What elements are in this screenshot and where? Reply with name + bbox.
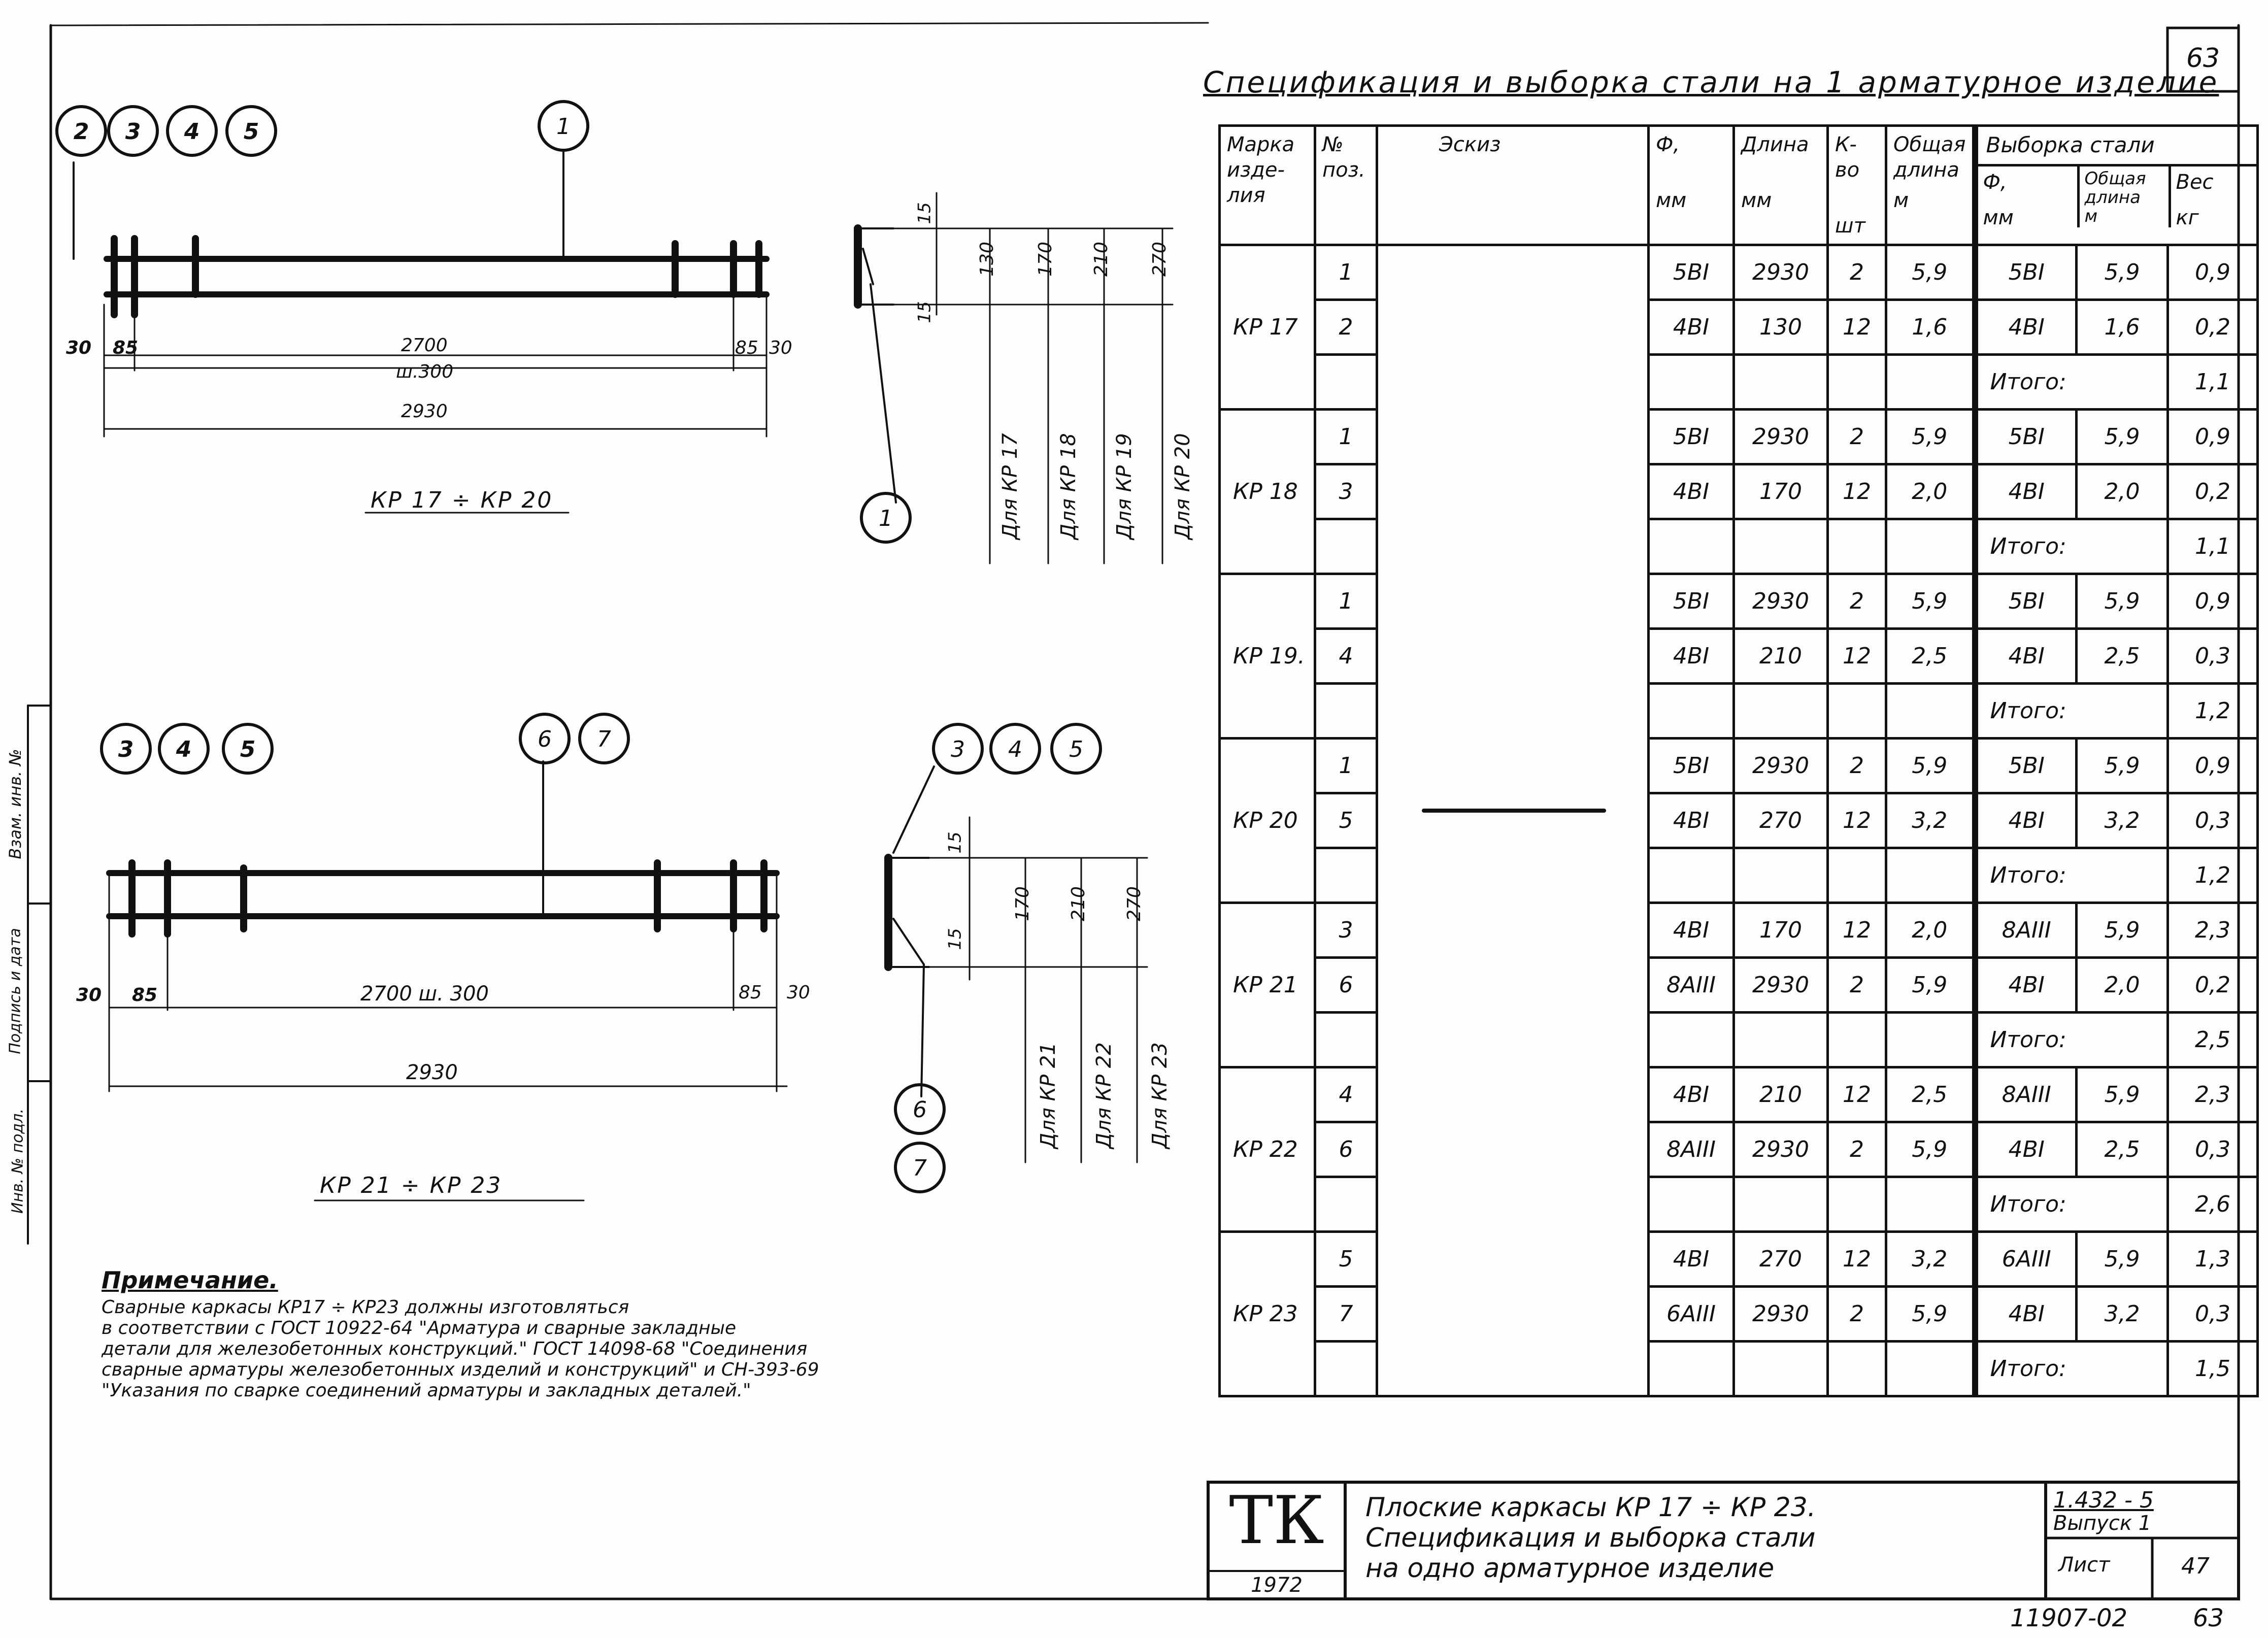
sel-total-cell: 1,6 (2077, 300, 2168, 355)
total-cell: 5,9 (1886, 1287, 1975, 1342)
qty-cell (1828, 355, 1886, 410)
diam-cell: 4ВI (1649, 1232, 1734, 1287)
bubble-label: 4 (176, 737, 192, 762)
qty-cell (1828, 848, 1886, 903)
dim-2930: 2930 (406, 1061, 458, 1084)
pos-cell: 6 (1315, 958, 1377, 1013)
height-210: 210 (1090, 242, 1112, 277)
sel-total-cell: 5,9 (2077, 410, 2168, 464)
pos-cell: 3 (1315, 464, 1377, 519)
caption-top: КР 17 ÷ КР 20 (371, 487, 553, 513)
pos-cell: 3 (1315, 903, 1377, 958)
bubble-label: 4 (1008, 737, 1022, 762)
bubble-label: 5 (240, 737, 256, 762)
weight-cell: 0,9 (2168, 739, 2258, 793)
side-stamp-field: Взам. инв. № (6, 749, 25, 859)
table-row (1220, 464, 2258, 519)
diam-cell: 6АIII (1649, 1287, 1734, 1342)
length-cell: 2930 (1734, 574, 1828, 629)
diam-cell: 8АIII (1649, 1122, 1734, 1177)
height-210: 210 (1068, 886, 1089, 921)
diam-cell (1649, 519, 1734, 574)
table-row (1220, 245, 2258, 300)
total-cell (1886, 355, 1975, 410)
caption-bottom: КР 21 ÷ КР 23 (320, 1173, 503, 1198)
pos-cell: 1 (1315, 245, 1377, 300)
length-cell (1734, 519, 1828, 574)
qty-cell: 12 (1828, 903, 1886, 958)
diam-cell: 4ВI (1649, 793, 1734, 848)
mark-cell: КР 22 (1220, 1067, 1315, 1232)
sel-total-cell: 2,5 (2077, 1122, 2168, 1177)
total-cell: 5,9 (1886, 410, 1975, 464)
itogo-label: Итого: (1975, 1177, 2168, 1232)
sheet-number: 63 (2186, 43, 2220, 74)
pos-cell (1315, 1342, 1377, 1396)
dim-15: 15 (945, 831, 965, 854)
sel-diam-cell: 8АIII (1975, 1067, 2077, 1122)
diam-cell (1649, 1013, 1734, 1067)
sel-diam-cell: 4ВI (1975, 300, 2077, 355)
qty-cell: 12 (1828, 300, 1886, 355)
pos-cell (1315, 848, 1377, 903)
weight-cell: 0,9 (2168, 245, 2258, 300)
sel-total-cell: 2,0 (2077, 958, 2168, 1013)
sel-total-cell: 3,2 (2077, 1287, 2168, 1342)
total-cell: 3,2 (1886, 1232, 1975, 1287)
sel-diam-cell: 4ВI (1975, 629, 2077, 684)
sel-diam-cell: 4ВI (1975, 793, 2077, 848)
sel-diam-cell: 4ВI (1975, 1287, 2077, 1342)
sel-total-cell: 2,0 (2077, 464, 2168, 519)
total-cell: 5,9 (1886, 739, 1975, 793)
pos-cell (1315, 684, 1377, 739)
sel-diam-cell: 5ВI (1975, 410, 2077, 464)
itogo-label: Итого: (1975, 1342, 2168, 1396)
weight-cell: 0,9 (2168, 574, 2258, 629)
sel-total-cell: 5,9 (2077, 1067, 2168, 1122)
pos-cell: 2 (1315, 300, 1377, 355)
bubble-label: 7 (913, 1155, 927, 1181)
year: 1972 (1251, 1574, 1303, 1597)
bubble-label: 3 (951, 737, 965, 762)
qty-cell: 12 (1828, 1232, 1886, 1287)
weight-cell: 0,2 (2168, 300, 2258, 355)
dim-30-right: 30 (769, 338, 792, 358)
bubble-label: 4 (184, 119, 200, 145)
total-cell: 2,0 (1886, 464, 1975, 519)
sel-total-cell: 3,2 (2077, 793, 2168, 848)
diam-cell: 5ВI (1649, 245, 1734, 300)
table-row-total (1220, 519, 2258, 574)
qty-cell: 12 (1828, 793, 1886, 848)
diam-cell: 5ВI (1649, 739, 1734, 793)
length-cell: 2930 (1734, 1122, 1828, 1177)
bubble-label: 1 (879, 506, 893, 531)
header-selection: Выборка стали Ф, мм Общая длина м Вес кг (1975, 126, 2258, 245)
issue: Выпуск 1 (2053, 1512, 2152, 1535)
qty-cell (1828, 1013, 1886, 1067)
for-label: Для КР 23 (1148, 1042, 1172, 1149)
diam-cell (1649, 355, 1734, 410)
header-mark: Марка изде- лия (1220, 126, 1315, 245)
table-row-total (1220, 1342, 2258, 1396)
table-row (1220, 1232, 2258, 1287)
length-cell: 2930 (1734, 739, 1828, 793)
itogo-weight: 1,1 (2168, 519, 2258, 574)
bubble-label: 1 (556, 114, 571, 140)
total-cell (1886, 1342, 1975, 1396)
dim-2700: 2700 ш. 300 (360, 982, 489, 1006)
diam-cell: 8АIII (1649, 958, 1734, 1013)
itogo-label: Итого: (1975, 355, 2168, 410)
bubble-label: 5 (243, 119, 259, 145)
for-label: Для КР 17 (998, 433, 1022, 540)
length-cell: 2930 (1734, 245, 1828, 300)
length-cell: 2930 (1734, 958, 1828, 1013)
table-row-total (1220, 1177, 2258, 1232)
qty-cell: 2 (1828, 245, 1886, 300)
dim-85: 85 (113, 338, 139, 358)
length-cell: 130 (1734, 300, 1828, 355)
spec-title: Спецификация и выборка стали на 1 арматурное изделие (1203, 65, 2219, 99)
bubble-label: 3 (125, 119, 141, 145)
qty-cell: 12 (1828, 629, 1886, 684)
qty-cell (1828, 519, 1886, 574)
sel-diam-cell: 4ВI (1975, 958, 2077, 1013)
header-pos: № поз. (1315, 126, 1377, 245)
total-cell: 2,5 (1886, 629, 1975, 684)
qty-cell: 2 (1828, 958, 1886, 1013)
total-cell: 5,9 (1886, 574, 1975, 629)
height-270: 270 (1149, 242, 1170, 277)
qty-cell: 2 (1828, 1287, 1886, 1342)
mark-cell: КР 23 (1220, 1232, 1315, 1396)
title-text: Плоские каркасы КР 17 ÷ КР 23. Спецификация и выборка стали на одно арматурное изделие (1365, 1492, 1816, 1584)
mark-cell: КР 18 (1220, 410, 1315, 574)
for-label: Для КР 20 (1171, 433, 1194, 540)
height-170: 170 (1012, 886, 1033, 921)
sel-diam-cell: 6АIII (1975, 1232, 2077, 1287)
qty-cell (1828, 684, 1886, 739)
total-cell (1886, 1177, 1975, 1232)
dim-15: 15 (945, 928, 965, 950)
qty-cell: 2 (1828, 1122, 1886, 1177)
diam-cell: 4ВI (1649, 903, 1734, 958)
table-header-row (1220, 126, 2258, 245)
dim-15: 15 (914, 202, 935, 224)
dim-85: 85 (132, 985, 158, 1006)
note-line: детали для железобетонных конструкций." ГОСТ 14098-68 "Соединения (102, 1339, 808, 1359)
itogo-weight: 1,1 (2168, 355, 2258, 410)
mark-cell: КР 17 (1220, 245, 1315, 410)
qty-cell: 2 (1828, 410, 1886, 464)
bubble-label: 5 (1069, 737, 1083, 762)
weight-cell: 0,9 (2168, 410, 2258, 464)
table-row (1220, 958, 2258, 1013)
bubble-label: 6 (913, 1097, 927, 1123)
diam-cell: 5ВI (1649, 574, 1734, 629)
weight-cell: 0,3 (2168, 629, 2258, 684)
itogo-weight: 1,5 (2168, 1342, 2258, 1396)
for-label: Для КР 22 (1092, 1042, 1116, 1149)
diam-cell (1649, 1342, 1734, 1396)
pos-cell (1315, 519, 1377, 574)
total-cell: 5,9 (1886, 958, 1975, 1013)
sel-diam-cell: 5ВI (1975, 574, 2077, 629)
length-cell (1734, 684, 1828, 739)
header-total: Общая длина м (1886, 126, 1975, 245)
itogo-weight: 2,5 (2168, 1013, 2258, 1067)
footer-page: 63 (2193, 1604, 2224, 1632)
qty-cell: 12 (1828, 1067, 1886, 1122)
dim-30: 30 (66, 338, 92, 358)
qty-cell: 12 (1828, 464, 1886, 519)
dim-15: 15 (914, 301, 935, 323)
bubble-label: 7 (597, 726, 611, 752)
total-cell (1886, 1013, 1975, 1067)
note-line: в соответствии с ГОСТ 10922-64 "Арматура и сварные закладные (102, 1318, 737, 1339)
sel-diam-cell: 4ВI (1975, 464, 2077, 519)
weight-cell: 0,3 (2168, 793, 2258, 848)
bubble-label: 2 (73, 119, 89, 145)
length-cell (1734, 1177, 1828, 1232)
table-row (1220, 903, 2258, 958)
table-row (1220, 739, 2258, 793)
qty-cell (1828, 1177, 1886, 1232)
table-row (1220, 1067, 2258, 1122)
itogo-weight: 1,2 (2168, 848, 2258, 903)
total-cell: 2,0 (1886, 903, 1975, 958)
diam-cell: 4ВI (1649, 300, 1734, 355)
note-line: "Указания по сварке соединений арматуры и закладных деталей." (102, 1380, 751, 1401)
mark-cell: КР 21 (1220, 903, 1315, 1067)
weight-cell: 0,3 (2168, 1287, 2258, 1342)
length-cell (1734, 355, 1828, 410)
length-cell (1734, 848, 1828, 903)
note-line: сварные арматуры железобетонных изделий и конструкций" и СН-393-69 (102, 1359, 819, 1380)
footer-code: 11907-02 (2010, 1604, 2128, 1632)
dim-2930: 2930 (401, 401, 448, 422)
sel-total-cell: 2,5 (2077, 629, 2168, 684)
sel-total-cell: 5,9 (2077, 1232, 2168, 1287)
sheet-no: 47 (2181, 1553, 2210, 1579)
diam-cell (1649, 684, 1734, 739)
itogo-weight: 1,2 (2168, 684, 2258, 739)
note-heading: Примечание. (102, 1266, 278, 1294)
pos-cell (1315, 355, 1377, 410)
pos-cell: 5 (1315, 1232, 1377, 1287)
pos-cell: 1 (1315, 574, 1377, 629)
height-170: 170 (1035, 242, 1056, 277)
for-label: Для КР 21 (1037, 1042, 1060, 1149)
length-cell: 210 (1734, 1067, 1828, 1122)
dim-85-right: 85 (735, 338, 758, 358)
length-cell: 170 (1734, 464, 1828, 519)
spec-table (1218, 124, 2259, 1397)
total-cell: 5,9 (1886, 1122, 1975, 1177)
table-row (1220, 629, 2258, 684)
dim-30-right: 30 (787, 982, 810, 1003)
header-sketch: Эскиз (1377, 126, 1649, 245)
table-row (1220, 574, 2258, 629)
logo: ТК (1229, 1482, 1324, 1559)
side-stamp-field: Подпись и дата (6, 928, 24, 1054)
weight-cell: 1,3 (2168, 1232, 2258, 1287)
series: 1.432 - 5 (2053, 1487, 2154, 1513)
diam-cell: 4ВI (1649, 629, 1734, 684)
bubble-label: 3 (118, 737, 134, 762)
dim-30: 30 (76, 985, 102, 1006)
dim-step: ш.300 (396, 361, 454, 382)
header-qty: К-во шт (1828, 126, 1886, 245)
sel-total-cell: 5,9 (2077, 739, 2168, 793)
table-row-total (1220, 684, 2258, 739)
sel-total-cell: 5,9 (2077, 245, 2168, 300)
total-cell: 5,9 (1886, 245, 1975, 300)
length-cell (1734, 1013, 1828, 1067)
for-label: Для КР 18 (1057, 433, 1080, 540)
mark-cell: КР 19. (1220, 574, 1315, 739)
diam-cell (1649, 848, 1734, 903)
table-row (1220, 1287, 2258, 1342)
total-cell: 3,2 (1886, 793, 1975, 848)
height-130: 130 (976, 242, 997, 277)
length-cell: 2930 (1734, 1287, 1828, 1342)
qty-cell (1828, 1342, 1886, 1396)
side-stamp-field: Инв. № подл. (9, 1109, 27, 1214)
total-cell: 2,5 (1886, 1067, 1975, 1122)
sketch-cell (1377, 245, 1649, 1396)
sheet-label: Лист (2058, 1553, 2110, 1577)
table-row-total (1220, 848, 2258, 903)
table-row (1220, 1122, 2258, 1177)
note-line: Сварные каркасы КР17 ÷ КР23 должны изготовляться (102, 1297, 629, 1318)
total-cell (1886, 684, 1975, 739)
header-length: Длина мм (1734, 126, 1828, 245)
weight-cell: 2,3 (2168, 903, 2258, 958)
pos-cell (1315, 1177, 1377, 1232)
table-row-total (1220, 1013, 2258, 1067)
itogo-label: Итого: (1975, 684, 2168, 739)
itogo-label: Итого: (1975, 1013, 2168, 1067)
bubble-label: 6 (538, 726, 552, 752)
header-diam: Ф, мм (1649, 126, 1734, 245)
table-row (1220, 410, 2258, 464)
weight-cell: 0,2 (2168, 958, 2258, 1013)
diam-cell: 4ВI (1649, 1067, 1734, 1122)
note-block (102, 1266, 819, 1401)
weight-cell: 0,3 (2168, 1122, 2258, 1177)
length-cell: 210 (1734, 629, 1828, 684)
pos-cell: 4 (1315, 1067, 1377, 1122)
length-cell: 2930 (1734, 410, 1828, 464)
diam-cell: 5ВI (1649, 410, 1734, 464)
qty-cell: 2 (1828, 574, 1886, 629)
table-row (1220, 793, 2258, 848)
diam-cell: 4ВI (1649, 464, 1734, 519)
length-cell (1734, 1342, 1828, 1396)
pos-cell: 1 (1315, 410, 1377, 464)
sel-diam-cell: 5ВI (1975, 739, 2077, 793)
length-cell: 270 (1734, 793, 1828, 848)
pos-cell: 5 (1315, 793, 1377, 848)
mark-cell: КР 20 (1220, 739, 1315, 903)
sel-diam-cell: 8АIII (1975, 903, 2077, 958)
sel-diam-cell: 4ВI (1975, 1122, 2077, 1177)
dim-85-right: 85 (739, 982, 762, 1003)
sel-total-cell: 5,9 (2077, 574, 2168, 629)
total-cell (1886, 519, 1975, 574)
itogo-weight: 2,6 (2168, 1177, 2258, 1232)
table-row-total (1220, 355, 2258, 410)
sel-total-cell: 5,9 (2077, 903, 2168, 958)
height-270: 270 (1123, 886, 1145, 921)
total-cell (1886, 848, 1975, 903)
itogo-label: Итого: (1975, 848, 2168, 903)
for-label: Для КР 19 (1113, 433, 1136, 540)
pos-cell: 4 (1315, 629, 1377, 684)
pos-cell: 1 (1315, 739, 1377, 793)
sel-diam-cell: 5ВI (1975, 245, 2077, 300)
table-row (1220, 300, 2258, 355)
pos-cell: 6 (1315, 1122, 1377, 1177)
weight-cell: 0,2 (2168, 464, 2258, 519)
pos-cell (1315, 1013, 1377, 1067)
length-cell: 270 (1734, 1232, 1828, 1287)
total-cell: 1,6 (1886, 300, 1975, 355)
itogo-label: Итого: (1975, 519, 2168, 574)
pos-cell: 7 (1315, 1287, 1377, 1342)
weight-cell: 2,3 (2168, 1067, 2258, 1122)
length-cell: 170 (1734, 903, 1828, 958)
qty-cell: 2 (1828, 739, 1886, 793)
diam-cell (1649, 1177, 1734, 1232)
dim-2700: 2700 (401, 335, 448, 356)
